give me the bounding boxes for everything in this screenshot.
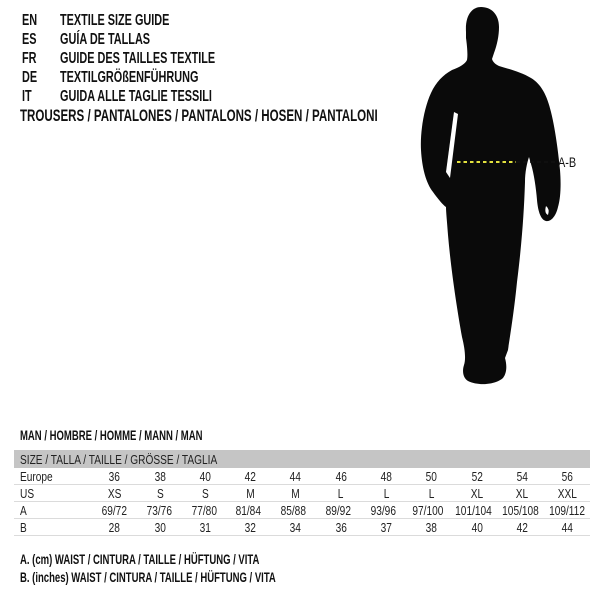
cell: L: [383, 485, 390, 501]
cell: 46: [335, 468, 347, 484]
table-row-us: [14, 485, 590, 502]
language-row-de: [22, 69, 288, 88]
cell: 36: [108, 468, 121, 484]
cell: 54: [516, 468, 528, 484]
note-a: A. (cm) WAIST / CINTURA / TAILLE / HÜFTUNG / VITA: [20, 551, 260, 567]
language-row-en: [22, 11, 288, 30]
measure-label-ab: [558, 154, 581, 170]
language-list: [22, 11, 288, 107]
language-label: TEXTILGRÖßENFÜHRUNG: [60, 69, 199, 87]
language-row-it: [22, 88, 288, 107]
cell: L: [338, 485, 344, 501]
language-code: EN: [22, 11, 38, 29]
cell: S: [156, 485, 164, 501]
cell: 105/108: [502, 502, 539, 518]
cell: 32: [244, 519, 257, 535]
cell: 42: [516, 519, 528, 535]
table-row-b-inches: [14, 519, 590, 536]
cell: 73/76: [146, 502, 172, 518]
language-label: TEXTILE SIZE GUIDE: [60, 11, 170, 29]
measurement-notes: [20, 550, 396, 586]
cell: 31: [199, 519, 211, 535]
cell: L: [428, 485, 435, 501]
cell: 101/104: [455, 502, 492, 518]
cell: 37: [380, 519, 392, 535]
cell: 38: [425, 519, 438, 535]
cell: S: [201, 485, 209, 501]
cell: 81/84: [235, 502, 262, 518]
cell: 89/92: [325, 502, 351, 518]
table-row-a-cm: [14, 502, 590, 519]
language-row-es: [22, 30, 288, 49]
language-code: IT: [22, 88, 32, 106]
cell: M: [291, 485, 300, 501]
cell: 30: [154, 519, 166, 535]
cell: XL: [470, 485, 483, 501]
cell: 28: [108, 519, 121, 535]
section-title-man: [20, 427, 288, 443]
man-silhouette: [410, 0, 600, 410]
cell: 36: [335, 519, 347, 535]
size-table: [14, 450, 590, 536]
cell: 48: [380, 468, 392, 484]
cell: XL: [515, 485, 529, 501]
language-label: GUIDE DES TAILLES TEXTILE: [60, 49, 216, 67]
cell: 42: [244, 468, 257, 484]
language-label: GUIDA ALLE TAGLIE TESSILI: [60, 88, 212, 106]
cell: XXL: [557, 485, 577, 501]
cell: 77/80: [191, 502, 217, 518]
cell: 44: [290, 468, 302, 484]
cell: 40: [471, 519, 483, 535]
section-title-text: MAN / HOMBRE / HOMME / MANN / MAN: [20, 427, 203, 443]
man-silhouette-body: [421, 7, 561, 384]
note-b: B. (inches) WAIST / CINTURA / TAILLE / HÜFTUNG / VITA: [20, 569, 276, 585]
cell: 50: [425, 468, 438, 484]
language-row-fr: [22, 49, 288, 68]
row-label: A: [20, 502, 27, 518]
cell: 69/72: [101, 502, 128, 518]
cell: 85/88: [280, 502, 307, 518]
cell: XS: [107, 485, 122, 501]
row-label: B: [20, 519, 27, 535]
cell: M: [246, 485, 255, 501]
language-code: FR: [22, 49, 37, 67]
cell: 40: [199, 468, 211, 484]
measure-label-text: A-B: [558, 154, 577, 170]
cell: 44: [561, 519, 573, 535]
category-title-text: TROUSERS / PANTALONES / PANTALONS / HOSEN / PANTALONI: [20, 106, 378, 125]
cell: 56: [561, 468, 573, 484]
cell: 109/112: [549, 502, 585, 518]
cell: 34: [290, 519, 302, 535]
row-label: Europe: [20, 468, 53, 484]
cell: 52: [471, 468, 483, 484]
row-label: US: [20, 485, 35, 501]
size-table-header-text: SIZE / TALLA / TAILLE / GRÖSSE / TAGLIA: [20, 451, 218, 467]
size-table-header: [14, 450, 590, 468]
language-code: DE: [22, 69, 38, 87]
language-code: ES: [22, 30, 37, 48]
table-row-europe: [14, 468, 590, 485]
cell: 97/100: [412, 502, 444, 518]
cell: 93/96: [370, 502, 396, 518]
cell: 38: [154, 468, 166, 484]
language-label: GUÍA DE TALLAS: [60, 30, 151, 48]
